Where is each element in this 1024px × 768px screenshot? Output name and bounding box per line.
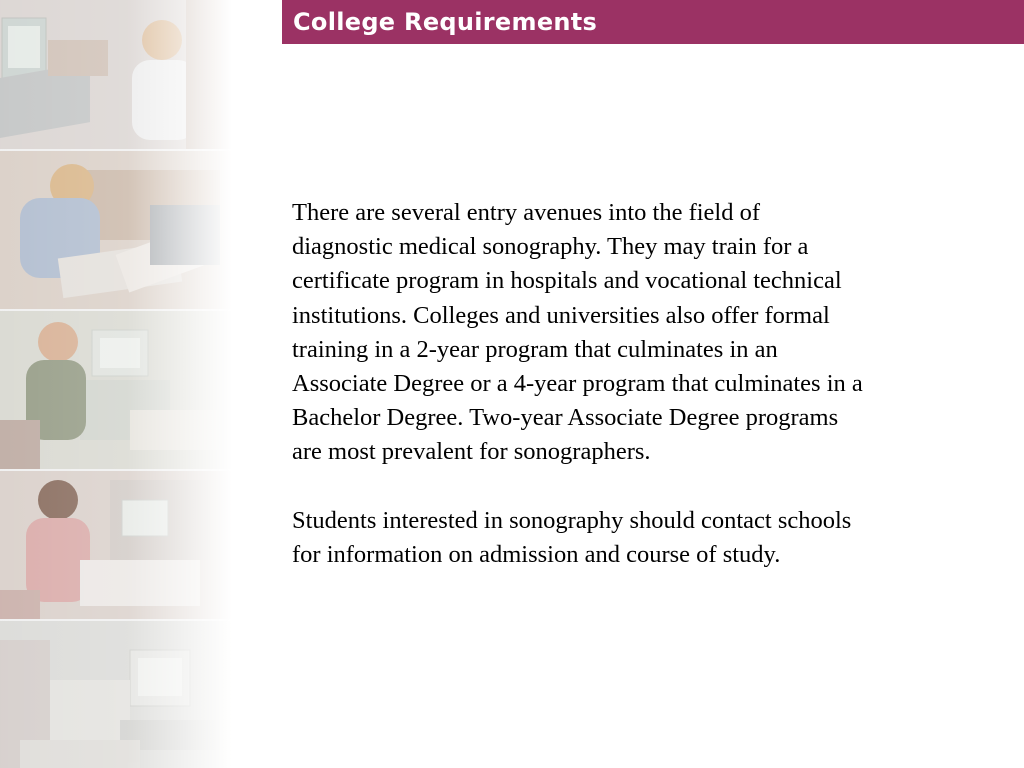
photo-collage-strip: [0, 0, 232, 768]
body-text: [292, 196, 982, 572]
paragraph-contact-schools: Students interested in sonography should contact schools for information on admission and course of study.: [292, 506, 852, 569]
slide-title: College Requirements: [293, 8, 598, 36]
paragraph-entry-avenues: There are several entry avenues into the field of diagnostic medical sonography. They may train for a certificate program in hospitals and vocational technical institutions. Colleges and universities also offer formal training in a 2-year program that culminates in an Associate Degree or a 4-year program that culminates in a Bachelor Degree. Two-year Associate Degree programs are most prevalent for sonographers.: [292, 199, 863, 466]
title-bar: [282, 0, 1024, 44]
